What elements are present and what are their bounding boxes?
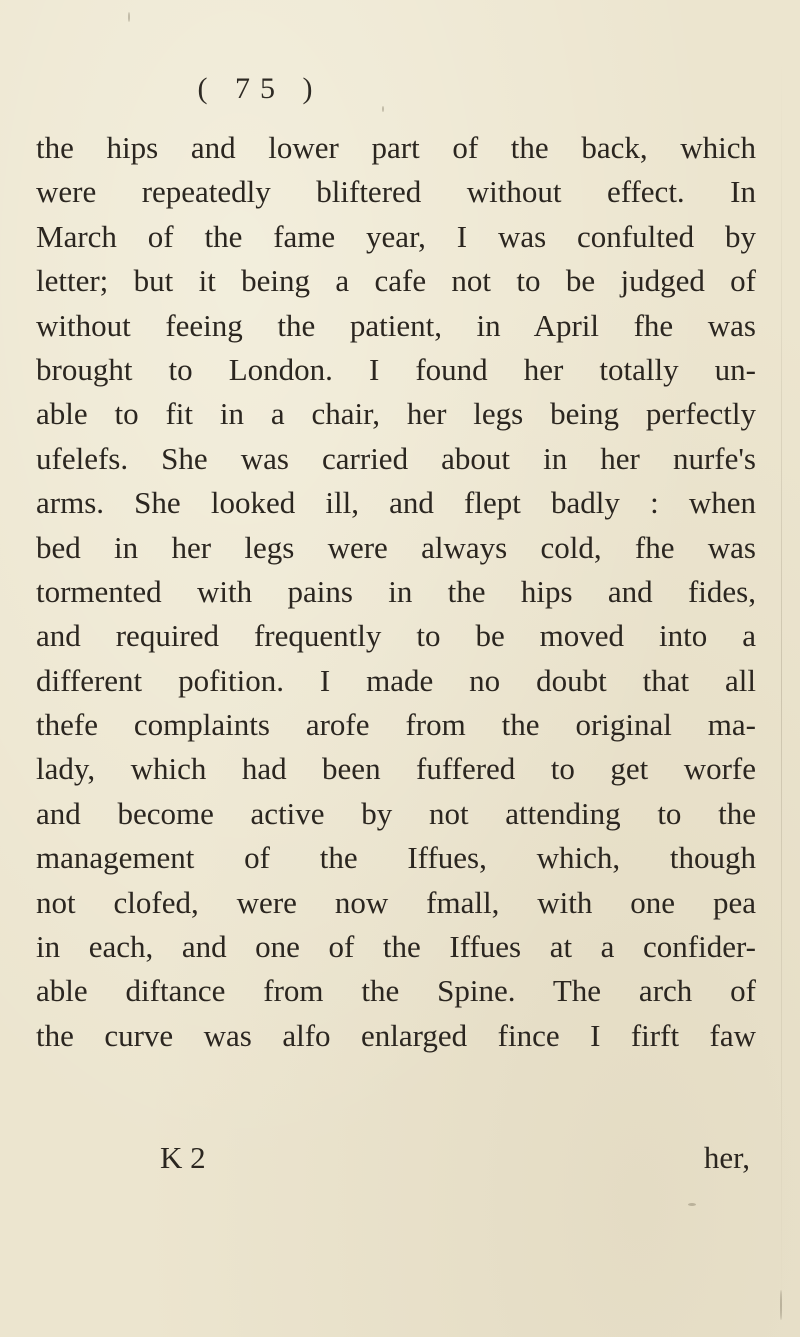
paper-speck bbox=[780, 1290, 782, 1320]
catchword: her, bbox=[703, 1140, 750, 1175]
signature-mark: K 2 bbox=[160, 1140, 206, 1175]
body-text bbox=[36, 126, 756, 1058]
paper-speck bbox=[382, 106, 384, 112]
text-line: lady, which had been fuffered to get worfe bbox=[36, 751, 756, 787]
text-line: able diftance from the Spine. The arch of bbox=[36, 973, 756, 1009]
catchline bbox=[160, 1140, 750, 1180]
text-line: without feeing the patient, in April fhe was bbox=[36, 307, 756, 343]
text-line: and required frequently to be moved into a bbox=[36, 618, 756, 654]
text-line: brought to London. I found her totally un- bbox=[36, 351, 756, 387]
text-line: bed in her legs were always cold, fhe was bbox=[36, 529, 756, 565]
paper-speck bbox=[128, 12, 130, 22]
text-line: tormented with pains in the hips and fides, bbox=[36, 573, 756, 609]
text-line: the hips and lower part of the back, which bbox=[36, 130, 756, 165]
text-line: management of the Iffues, which, though bbox=[36, 840, 756, 876]
paper-speck bbox=[688, 1203, 696, 1206]
text-line: not clofed, were now fmall, with one pea bbox=[36, 884, 756, 920]
page-edge-shadow bbox=[781, 60, 782, 1320]
text-line: thefe complaints arofe from the original ma- bbox=[36, 707, 756, 743]
text-line: and become active by not attending to the bbox=[36, 795, 756, 831]
text-line: the curve was alfo enlarged fince I firft faw bbox=[36, 1017, 756, 1053]
text-line: different pofition. I made no doubt that all bbox=[36, 662, 756, 698]
text-line: ufelefs. She was carried about in her nurfe's bbox=[36, 440, 756, 476]
text-line: March of the fame year, I was confulted by bbox=[36, 218, 756, 254]
page-number: ( 75 ) bbox=[197, 72, 323, 105]
text-line: were repeatedly bliftered without effect. In bbox=[36, 174, 756, 210]
text-line: letter; but it being a cafe not to be judged of bbox=[36, 263, 756, 299]
text-line: able to fit in a chair, her legs being perfectly bbox=[36, 396, 756, 432]
text-line: in each, and one of the Iffues at a confider- bbox=[36, 929, 756, 965]
text-line: arms. She looked ill, and flept badly : when bbox=[36, 485, 756, 521]
